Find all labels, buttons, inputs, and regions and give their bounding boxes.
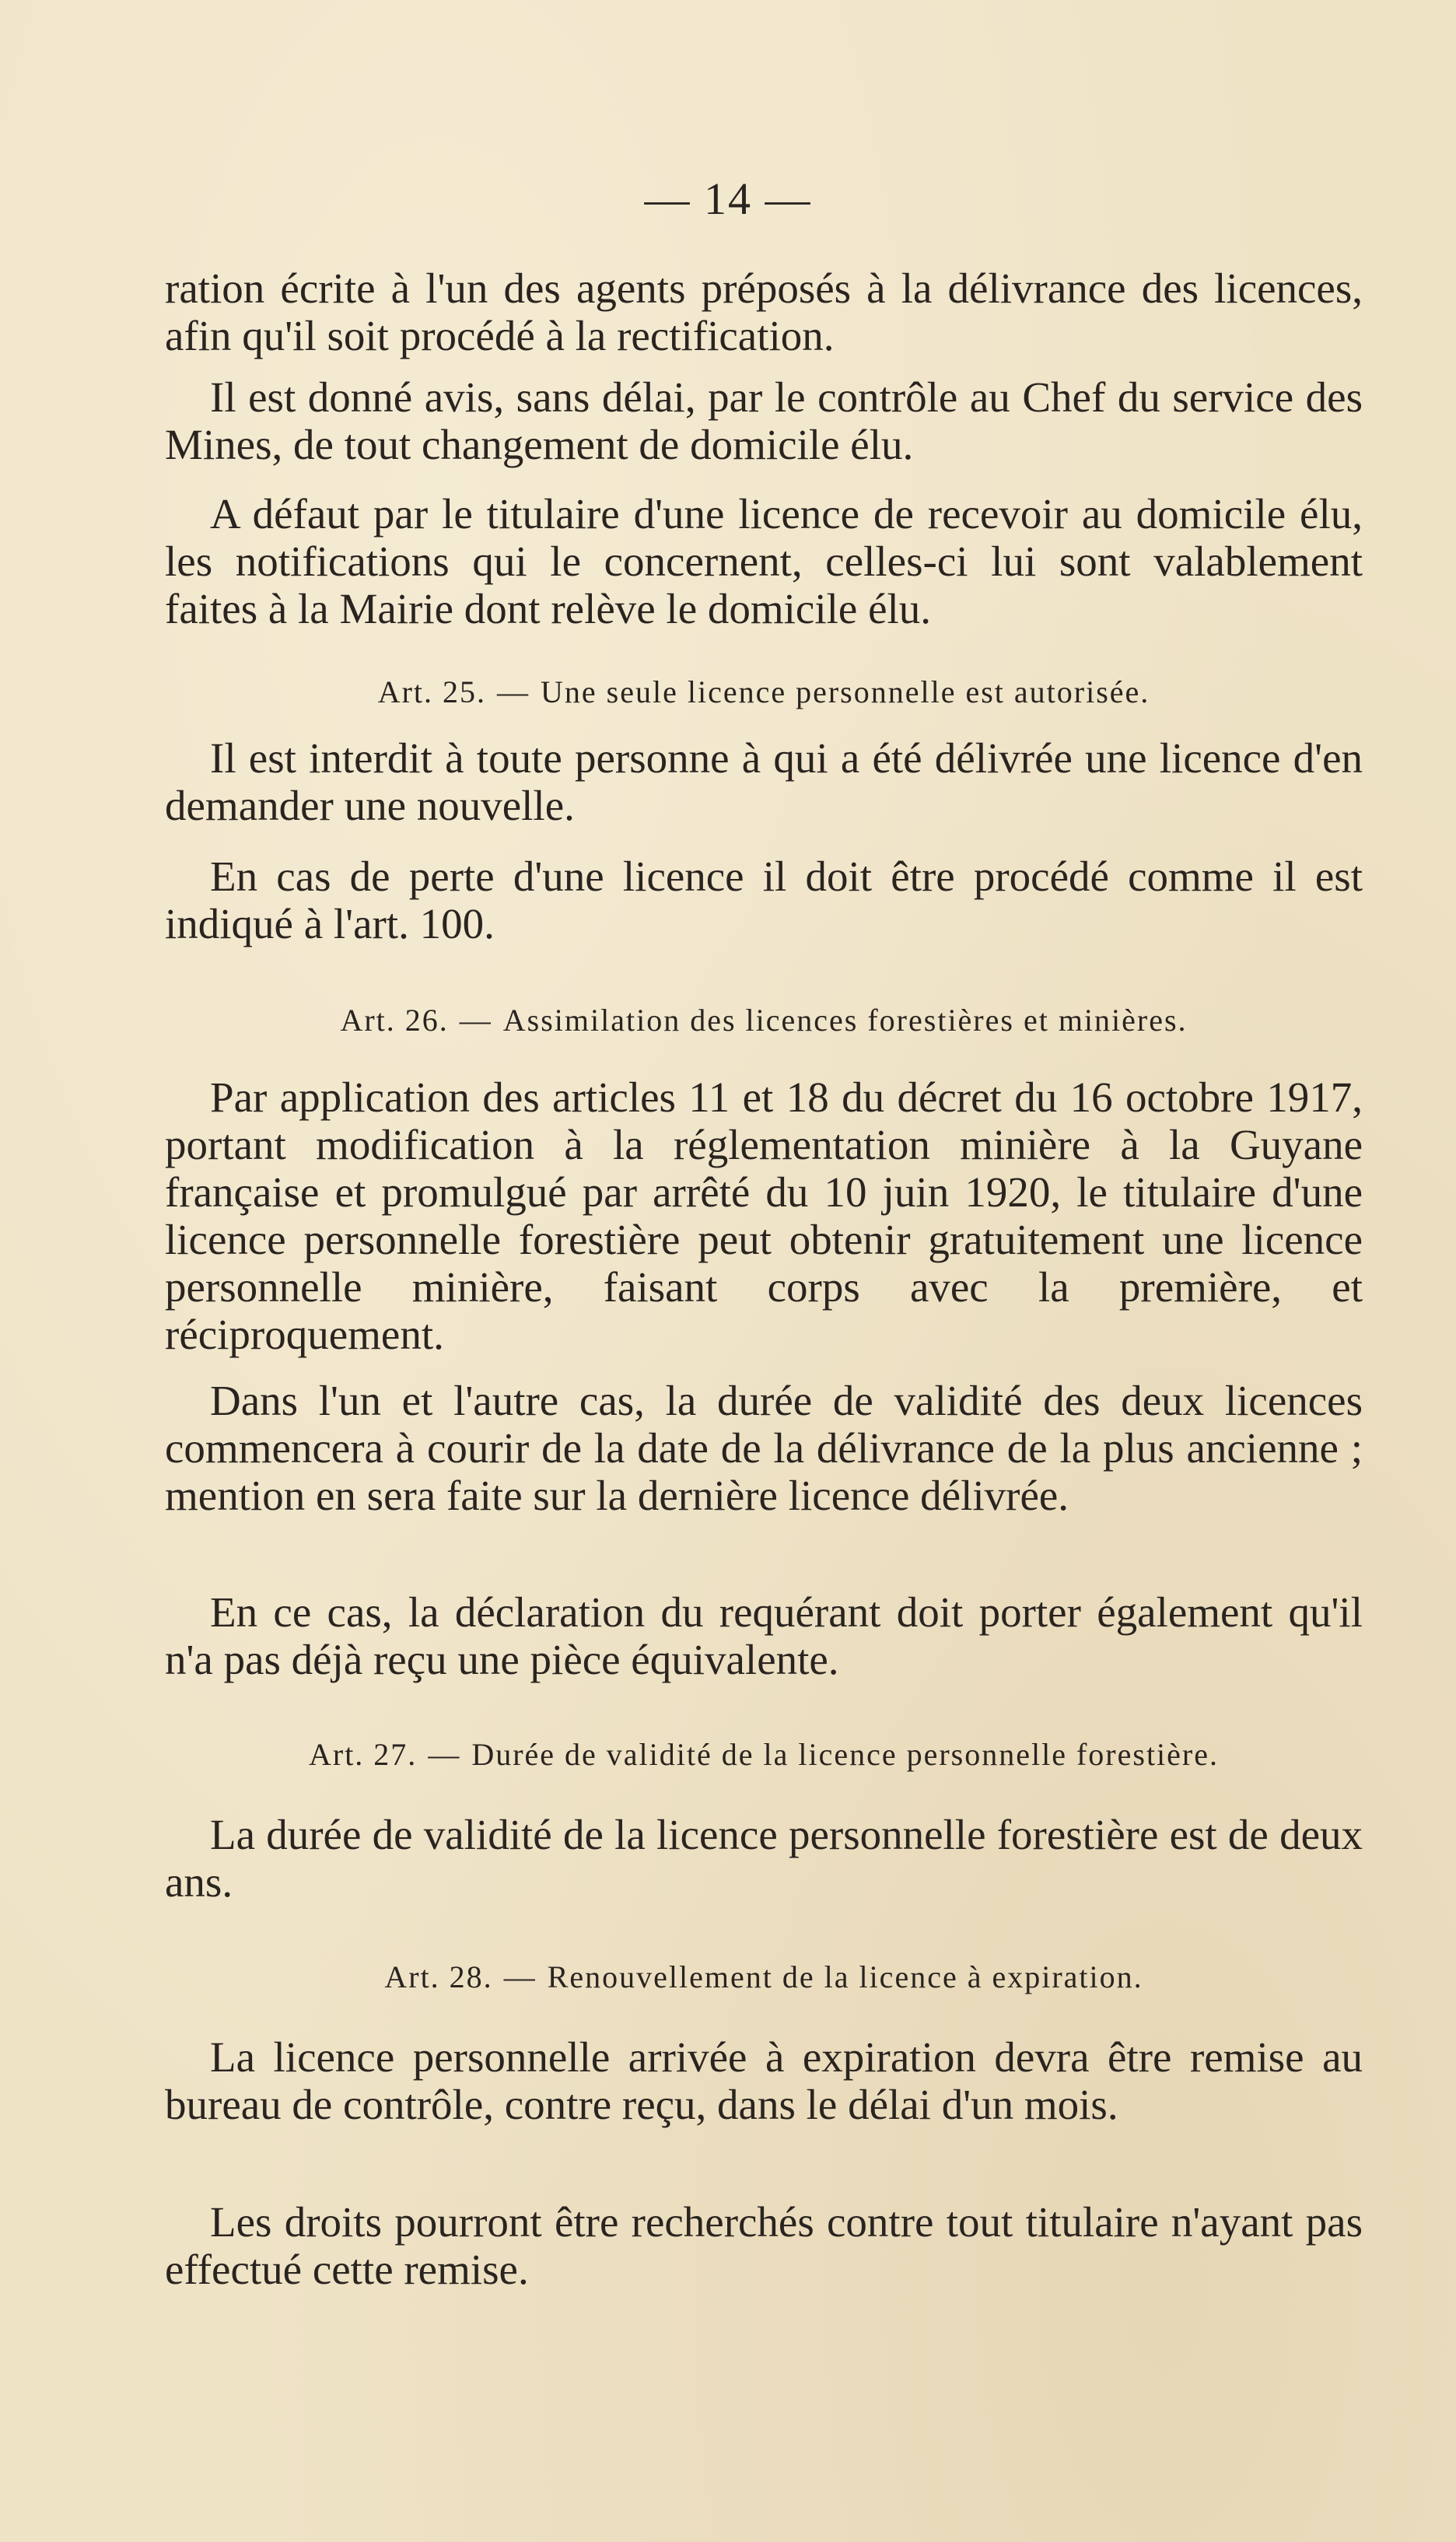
paragraph-block <box>165 490 1363 632</box>
paragraph-block <box>165 1377 1363 1519</box>
article-dash: — <box>428 1737 461 1772</box>
article-title: Renouvellement de la licence à expiration. <box>547 1959 1143 1994</box>
paragraph: Dans l'un et l'autre cas, la durée de validité des deux licences commencera à courir de la date de la délivrance de la plus ancienne ; mention en sera faite sur la dernière licence délivrée. <box>165 1377 1363 1519</box>
article-title: Durée de validité de la licence personnelle forestière. <box>471 1737 1219 1772</box>
article-number: Art. 27. <box>308 1737 418 1772</box>
article-dash: — <box>459 1003 492 1038</box>
paragraph-block <box>165 1811 1363 1906</box>
article-heading-27 <box>165 1736 1363 1773</box>
page-number: — 14 — <box>644 173 812 224</box>
paragraph: La durée de validité de la licence personnelle forestière est de deux ans. <box>165 1811 1363 1906</box>
article-dash: — <box>497 674 530 709</box>
paragraph: La licence personnelle arrivée à expiration devra être remise au bureau de contrôle, contre reçu, dans le délai d'un mois. <box>165 2033 1363 2128</box>
paragraph-block <box>165 853 1363 947</box>
paragraph-block <box>165 373 1363 468</box>
article-dash: — <box>503 1959 537 1994</box>
paragraph-block <box>165 1588 1363 1683</box>
article-heading-25 <box>165 674 1363 711</box>
article-heading-block <box>165 1002 1363 1039</box>
paragraph-block <box>165 2198 1363 2293</box>
article-heading-block <box>165 674 1363 711</box>
article-heading-block <box>165 1736 1363 1773</box>
paragraph: En cas de perte d'une licence il doit être procédé comme il est indiqué à l'art. 100. <box>165 853 1363 947</box>
paragraph-block <box>165 734 1363 829</box>
paragraph: En ce cas, la déclaration du requérant doit porter également qu'il n'a pas déjà reçu une pièce équivalente. <box>165 1588 1363 1683</box>
paragraph: ration écrite à l'un des agents préposés à la délivrance des licences, afin qu'il soit procédé à la rectification. <box>165 264 1363 359</box>
paragraph: Par application des articles 11 et 18 du décret du 16 octobre 1917, portant modification à la réglementation minière à la Guyane française et promulgué par arrêté du 10 juin 1920, le titulaire d'une licence personnelle forestière peut obtenir gratuitement une licence personnelle minière, faisant corps avec la première, et réciproquement. <box>165 1073 1363 1358</box>
article-number: Art. 28. <box>384 1959 493 1994</box>
article-title: Assimilation des licences forestières et minières. <box>502 1003 1188 1038</box>
paragraph-block <box>165 1073 1363 1358</box>
article-heading-28 <box>165 1959 1363 1996</box>
paragraph: Il est donné avis, sans délai, par le contrôle au Chef du service des Mines, de tout changement de domicile élu. <box>165 373 1363 468</box>
paragraph-continuation <box>165 264 1363 359</box>
paragraph-block <box>165 2033 1363 2128</box>
article-number: Art. 25. <box>377 674 487 709</box>
paragraph: A défaut par le titulaire d'une licence de recevoir au domicile élu, les notifications qui le concernent, celles-ci lui sont valablement faites à la Mairie dont relève le domicile élu. <box>165 490 1363 632</box>
paragraph: Il est interdit à toute personne à qui a été délivrée une licence d'en demander une nouvelle. <box>165 734 1363 829</box>
article-heading-26 <box>165 1002 1363 1039</box>
paragraph: Les droits pourront être recherchés contre tout titulaire n'ayant pas effectué cette remise. <box>165 2198 1363 2293</box>
article-heading-block <box>165 1959 1363 1996</box>
article-number: Art. 26. <box>340 1003 449 1038</box>
article-title: Une seule licence personnelle est autorisée. <box>541 674 1150 709</box>
